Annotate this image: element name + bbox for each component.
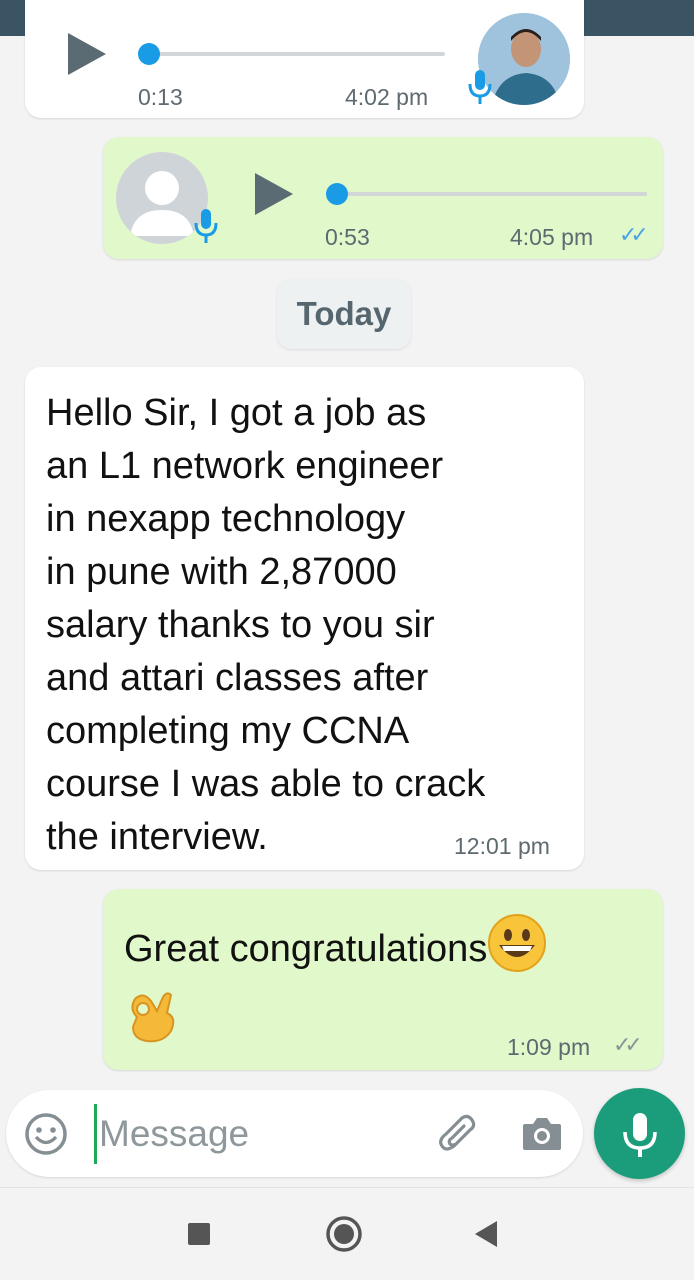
recents-button[interactable] [188,1223,210,1245]
voice-progress-track[interactable] [333,192,647,196]
message-line: the interview. [46,816,268,858]
message-time: 4:05 pm [510,224,594,250]
grinning-face-emoji-icon [487,913,547,973]
date-divider: Today [277,279,411,349]
play-icon[interactable] [255,173,293,215]
emoji-icon[interactable] [24,1112,68,1161]
message-text [46,387,576,864]
message-line: in pune with 2,87000 [46,551,397,593]
voice-progress-track[interactable] [145,52,445,56]
play-icon[interactable] [68,33,106,75]
message-line: in nexapp technology [46,498,406,540]
message-text [124,913,547,977]
message-line: an L1 network engineer [46,445,444,487]
incoming-voice-note [25,0,584,118]
mic-icon [193,207,219,250]
message-line: and attari classes after [46,657,429,699]
message-time: 4:02 pm [345,84,429,110]
outgoing-voice-note [103,137,663,259]
outgoing-message[interactable] [103,889,663,1070]
message-input[interactable] [94,1104,414,1164]
incoming-message[interactable] [25,367,584,870]
voice-duration: 0:13 [138,84,183,110]
read-receipt-icon: ✓✓ [619,222,642,247]
ok-hand-emoji-icon [123,987,179,1050]
home-button[interactable] [325,1215,363,1258]
voice-record-button[interactable] [594,1088,685,1179]
message-line: completing my CCNA [46,710,410,752]
voice-progress-thumb[interactable] [326,183,348,205]
system-navigation-bar [0,1187,694,1280]
voice-progress-thumb[interactable] [138,43,160,65]
message-composer [6,1090,583,1177]
message-text-content: Great congratulations [124,928,488,970]
message-time: 1:09 pm [507,1034,591,1060]
message-line: Hello Sir, I got a job as [46,392,427,434]
voice-duration: 0:53 [325,224,370,250]
back-button[interactable] [475,1221,497,1247]
message-line: salary thanks to you sir [46,604,435,646]
mic-icon [467,68,493,111]
message-time: 12:01 pm [454,833,550,859]
camera-icon[interactable] [521,1114,563,1159]
delivered-receipt-icon: ✓✓ [613,1032,636,1057]
message-line: course I was able to crack [46,763,486,805]
attach-icon[interactable] [436,1112,482,1163]
mic-icon [594,1088,685,1179]
